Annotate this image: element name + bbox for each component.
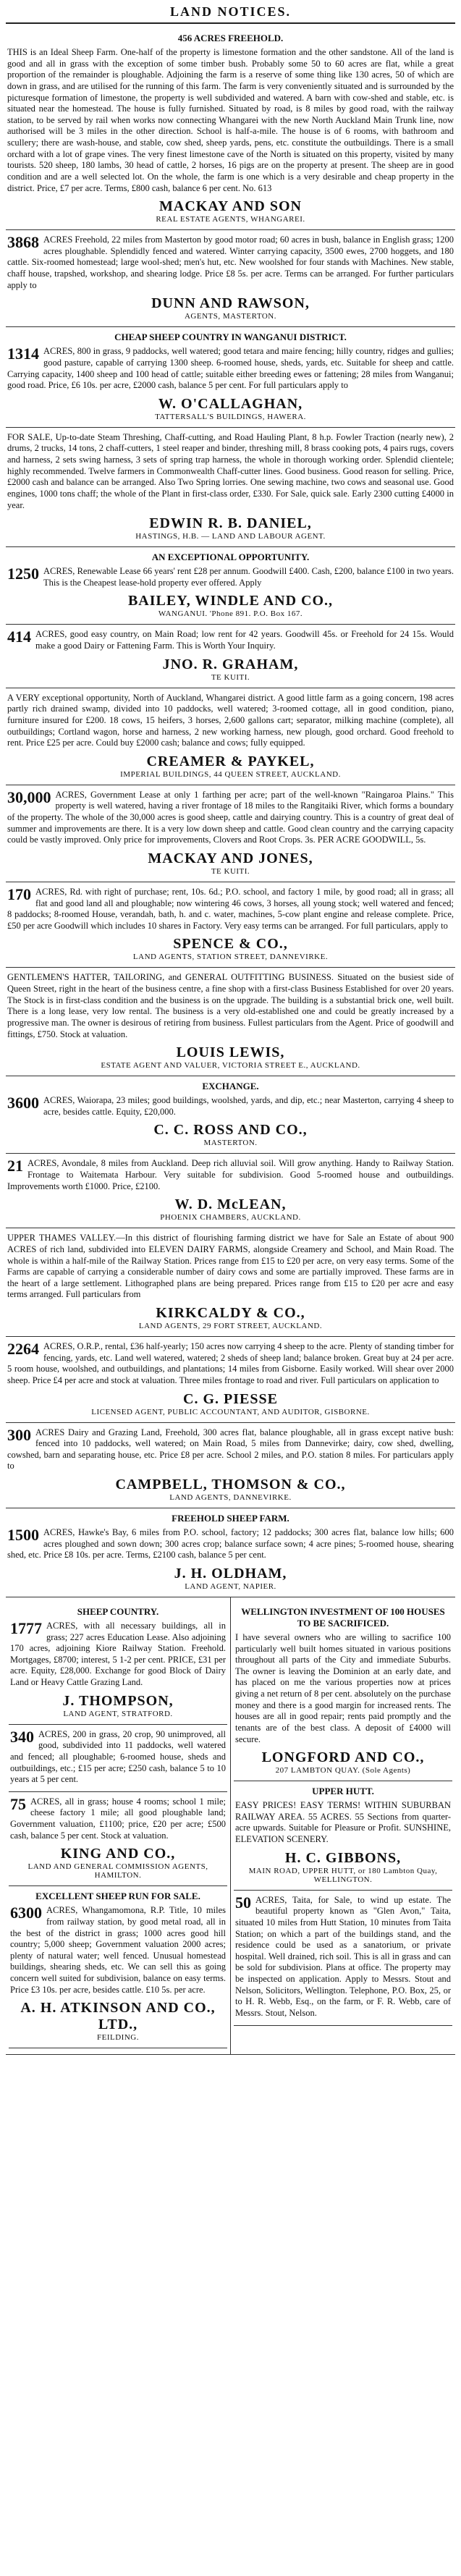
acreage-lead: 300 <box>7 1425 31 1444</box>
ad-body <box>235 1895 451 2019</box>
acreage-lead: 414 <box>7 628 31 646</box>
advertiser-name: MACKAY AND SON <box>159 198 302 215</box>
ad-body-text: ACRES, 800 in grass, 9 paddocks, well watered; good tetara and maire fencing; hilly country, ridges and gullies; good pasture, capable of carrying 1300 sheep. 6-roomed house, sheds, yards, etc. Suitable for sheep and cattle. Carrying capacity, 1400 sheep and 100 head of cattle; suitable either breeding ewes or fattening; 28 miles from Wanganui; good road. Price, £6 10s. per acre, £2000 cash, balance 5 per cent. For full particulars apply to <box>7 346 454 391</box>
ad-signature <box>10 1693 226 1718</box>
ad-body <box>7 1527 454 1561</box>
ad-170-acres <box>6 882 455 968</box>
ad-signature <box>7 656 454 682</box>
acreage-lead: 1250 <box>7 565 39 583</box>
ad-body-text: ACRES, 200 in grass, 20 crop, 90 unimproved, all good, subdivided into 11 paddocks, well watered and fenced; all ploughable; 6-roomed house, sheds and outbuildings, etc.; £15 per acre; £250 cash, balance 5 to 10 years at 5 per cent. <box>10 1728 226 1785</box>
advertiser-name: KING AND CO., <box>60 1846 176 1862</box>
advertiser-name: C. G. PIESSE <box>183 1390 278 1407</box>
ad-body-text: ACRES, Hawke's Bay, 6 miles from P.O. school, factory; 12 paddocks; 300 acres flat, balance low hills; 600 acres ploughed and sown down; 300 acres crop; balance surface sown; 4 acre pines; 5-roomed house, shearing shed, etc. Price £8 10s. per acre. Terms, £2100 cash, balance 5 per cent. <box>7 1527 454 1561</box>
ad-body-text: ACRES, O.R.P., rental, £36 half-yearly; 150 acres now carrying 4 sheep to the acre. Plenty of standing timber for fencing, yards, etc. Land well watered, watered; 2 sheds of sheep land; balance broken. Great buy at 24 per acre. 5 room house, woolshed, and outbuildings, and plantations; 14 miles from Gisborne. Easily worked. Will shear over 2000 sheep. Price £4 per acre and stock at valuation. Three miles frontage to road and river. Full particulars on application to <box>7 1341 454 1385</box>
ad-title: EXCHANGE. <box>202 1081 259 1092</box>
advertiser-name: KIRKCALDY & CO., <box>156 1305 305 1321</box>
ad-signature <box>10 2000 226 2042</box>
ad-body <box>7 566 454 588</box>
ad-body-text: ACRES, Whangamomona, R.P. Title, 10 miles from railway station, by good metal road, all in the best of the district in grass; 1000 acres good hill country; 5,000 sheep; Government valuation 2000 acres; plenty of natural water; well fenced. Unusual homestead buildings, shearing sheds, etc. We can sell this as going concern well suited for subdivision, balance on easy terms. Price £3 10s. per acre, besides cattle. £10 5s. per acre. <box>10 1905 226 1995</box>
ad-exchange-3600-acres <box>6 1076 455 1154</box>
advertiser-address: LAND AGENT, STRATFORD. <box>63 1709 173 1718</box>
advertiser-name: CREAMER & PAYKEL, <box>146 753 315 769</box>
advertiser-address: ESTATE AGENT AND VALUER, VICTORIA STREET E., AUCKLAND. <box>101 1061 360 1070</box>
advertiser-name: MACKAY AND JONES, <box>148 850 313 866</box>
ad-signature <box>7 1196 454 1222</box>
ad-signature <box>7 1305 454 1330</box>
ad-body: A VERY exceptional opportunity, North of Auckland, Whangarei district. A good little farm as a going concern, 198 acres partly rich drained swamp, divided into 10 paddocks, well watered; 3-roomed cottage, all in good condition, piano, furniture insured for £200. 18 cows, 15 heifers, 3 horses, 2,600 gallons cart; separator, milking machine (complete), all outbuildings; Cortland wagon, horse and harness, 2 new working harness, new plough, good orchard. Good freehold to rent. Price £25 per acre. Could buy £2000 cash; balance and cows; fully equipped. <box>7 692 454 748</box>
ad-body-text: ACRES, good easy country, on Main Road; low rent for 42 years. Goodwill 45s. or Freehold for 24 15s. Would make a good Dairy or Fattening Farm. This is Worth Your Inquiry. <box>35 629 454 651</box>
ad-wanganui-sheep-country <box>6 327 455 428</box>
advertiser-address: FEILDING. <box>97 2033 139 2043</box>
ad-title: UPPER HUTT. <box>312 1786 374 1797</box>
acreage-lead: 1777 <box>10 1618 42 1637</box>
ad-body-text: ACRES Dairy and Grazing Land, Freehold, 300 acres flat, balance ploughable, all in grass except native bush: fenced into 10 paddocks, well watered; on Main Road, 5 miles from Dannevirke; dairy, cow shed, dwelling, cowshed, barn and separating house, etc. Price £8 per acre. School 2 miles, and P.O. station 8 miles. For particulars apply to <box>7 1427 454 1471</box>
ad-signature <box>7 396 454 421</box>
ad-title: CHEAP SHEEP COUNTRY IN WANGANUI DISTRICT. <box>114 331 347 343</box>
ad-signature <box>7 198 454 224</box>
advertiser-name: EDWIN R. B. DANIEL, <box>149 515 312 532</box>
advertiser-address: PHOENIX CHAMBERS, AUCKLAND. <box>160 1213 301 1222</box>
ad-body-text: ACRES, Avondale, 8 miles from Auckland. Deep rich alluvial soil. Will grow anything. Handy to Railway Station. Frontage to Waitemata Harbour. Very suitable for subdivision. Good 5-roomed house and outbuildings. Improvements worth £1000. Price, £2100. <box>7 1158 454 1191</box>
ad-body: THIS is an Ideal Sheep Farm. One-half of the property is limestone formation and the other sandstone. All of the land is good and all in grass with the exception of some timber bush. Probably some 50 to 60 acres are flat, while a great proportion of the remainder is ploughable. Adjoining the farm is a reserve of some thing like 130 acres, 50 of which are down in grass, and are utilised for the running of this farm. The farm is very conveniently situated and is surrounded by the picturesque formation of limestone, the property is well subdivided and watered. A barn with cow-shed and stable, etc. is situated near the homestead. The house is fully furnished. Situated by road, is 8 miles by good road, with the railway station, to be served by rail when works now connecting Whangarei with the new North Auckland Main Trunk line, now authorised will be 3 miles in the other direction. School is half-a-mile. The house is of 6 rooms, with bathroom and scullery; there are wash-house, and stable, cow shed, sheep yards, pens, etc. constitute the outbuildings. There is a small orchard with a lot of grape vines. The very finest limestone cave of the North is situated on this property, visited by many tourists. 520 sheep, 180 lambs, 30 head of cattle, 2 horses, 16 pigs are on the property at present. The sheep are in good condition and are a well selected lot. On the whole, the farm is one which is a very desirable and cheap property in the district. Price, £7 per acre. Terms, £800 cash, balance 6 per cent. No. 613 <box>7 47 454 193</box>
advertiser-address: TE KUITI. <box>211 866 250 876</box>
ad-signature <box>235 1850 451 1884</box>
advertiser-address: AGENTS, MASTERTON. <box>184 312 276 321</box>
ad-wellington-investment <box>234 1602 452 1781</box>
ad-signature <box>7 1477 454 1502</box>
advertiser-name: CAMPBELL, THOMSON & CO., <box>115 1477 346 1492</box>
ad-title: EXCELLENT SHEEP RUN FOR SALE. <box>35 1891 200 1902</box>
ad-3868-acres <box>6 230 455 327</box>
ad-30000-acres <box>6 785 455 882</box>
ad-body <box>10 1729 226 1786</box>
ad-body <box>7 1341 454 1387</box>
advertiser-address: IMPERIAL BUILDINGS, 44 QUEEN STREET, AUCKLAND. <box>120 769 341 779</box>
advertiser-name: DUNN AND RAWSON, <box>151 295 310 312</box>
ad-signature <box>7 753 454 779</box>
advertiser-name: W. O'CALLAGHAN, <box>158 395 303 412</box>
ad-21-acres-avondale <box>6 1154 455 1228</box>
ad-body <box>7 1427 454 1473</box>
ad-body <box>7 787 454 846</box>
advertiser-address: LAND AGENTS, 29 FORT STREET, AUCKLAND. <box>138 1322 323 1330</box>
ad-body <box>10 1905 226 1996</box>
advertiser-name: LOUIS LEWIS, <box>176 1044 285 1061</box>
section-header: LAND NOTICES. <box>6 4 455 24</box>
right-column <box>230 1597 455 2054</box>
ad-signature <box>7 1122 454 1147</box>
advertiser-address: WANGANUI. 'Phone 891. P.O. Box 167. <box>158 609 303 619</box>
ad-body <box>7 884 454 932</box>
ad-signature <box>7 850 454 876</box>
ad-signature <box>7 1044 454 1070</box>
ad-signature <box>7 593 454 618</box>
advertiser-name: W. D. McLEAN, <box>174 1196 287 1213</box>
advertiser-name: H. C. GIBBONS, <box>284 1849 402 1866</box>
ad-upper-hutt <box>234 1781 452 1891</box>
ad-body-text: ACRES, Renewable Lease 66 years' rent £28 per annum. Goodwill £400. Cash, £200, balance £100 in two years. This is the Cheapest lease-hold property ever offered. Apply <box>43 566 454 588</box>
acreage-lead: 340 <box>10 1727 34 1746</box>
advertiser-name: J. THOMPSON, <box>62 1692 174 1709</box>
ad-freehold-sheep-farm <box>6 1508 455 1597</box>
ad-signature <box>7 295 454 321</box>
ad-body: UPPER THAMES VALLEY.—In this district of flourishing farming district we have for Sale an Estate of about 900 ACRES of rich land, subdivided into ELEVEN DAIRY FARMS, alongside Creamery and School, and Main Road. The whole is within a half-mile of the Railway Station. Prices range from £15 to £20 per acre, on very easy terms. Some of the Farms are capable of carrying a considerable number of dairy cows and some are partially improved. These farms are in the heart of a large settlement. Lithographed plans are being prepared. Prices range from £15 to £20 per acre and easy terms arranged. Full particulars from <box>7 1233 454 1300</box>
ad-body-text: ACRES, with all necessary buildings, all in grass; 227 acres Education Lease. Also adjoining 170 acres, adjoining Kiore Railway Station. Freehold. Mortgages, £8700; interest, 5 1-2 per cent. PRICE, £31 per acre. Equity, £28,000. Exchange for good Block of Dairy Land or Heavy Cattle Grazing Land. <box>10 1620 226 1687</box>
acreage-lead: 21 <box>7 1157 23 1175</box>
ad-whangarei-dairy-farm <box>6 688 455 785</box>
ad-exceptional-opportunity <box>6 547 455 625</box>
acreage-lead: 2264 <box>7 1340 39 1358</box>
acreage-lead: 1500 <box>7 1526 39 1544</box>
ad-body <box>10 1796 226 1842</box>
ad-body <box>7 1095 454 1118</box>
advertiser-address: REAL ESTATE AGENTS, WHANGAREI. <box>156 215 305 224</box>
ad-2264-acres <box>6 1337 455 1423</box>
ad-body <box>7 346 454 392</box>
advertiser-address: LAND AND GENERAL COMMISSION AGENTS, HAMILTON. <box>28 1862 208 1880</box>
ad-body <box>10 1618 226 1689</box>
ad-50-acres-taita <box>234 1891 452 2026</box>
advertiser-name: A. H. ATKINSON AND CO., LTD., <box>20 2000 216 2033</box>
ad-signature <box>7 936 454 961</box>
advertiser-address: HASTINGS, H.B. — LAND AND LABOUR AGENT. <box>135 532 326 541</box>
acreage-lead: 6300 <box>10 1904 42 1922</box>
advertiser-name: BAILEY, WINDLE AND CO., <box>127 593 334 609</box>
acreage-lead: 30,000 <box>7 787 51 806</box>
ad-body: I have several owners who are willing to sacrifice 100 particularly well built homes situated in various positions throughout all parts of the City and immediate Suburbs. The owner is leaving the Dominion at an early date, and has placed on me the various properties now at prices giving a net return of 8 per cent. absolutely on the purchase money and there is a good margin for increased rents. The houses are all in good repair; rents paid promptly and the tenants are of the best class. A deposit of £4000 will secure. <box>235 1631 451 1744</box>
advertiser-name: SPENCE & CO., <box>173 936 288 953</box>
acreage-lead: 170 <box>7 884 31 903</box>
ad-excellent-sheep-run <box>9 1886 227 2048</box>
advertiser-address: TATTERSALL'S BUILDINGS, HAWERA. <box>155 412 306 421</box>
ad-signature <box>7 1566 454 1591</box>
ad-signature <box>7 515 454 541</box>
ad-414-acres <box>6 625 455 688</box>
ad-300-acres-dairy <box>6 1423 455 1509</box>
ad-signature <box>10 1846 226 1880</box>
advertiser-address: LAND AGENTS, DANNEVIRKE. <box>169 1493 292 1502</box>
ad-340-acres <box>9 1725 227 1792</box>
ad-body-text: ACRES, Taita, for Sale, to wind up estate. The beautiful property known as "Glen Avon," Taita, situated 10 miles from Hutt Station, 10 minutes from Taita Station; on which a part of the buildings stand, and the residence could be used as a sanatorium, or private hospital. Well drained, rich soil. This is all in grass and can be sold for subdivision. Plans at office. The property may be inspected on application. Apply to Messrs. Stout and Nelson, Solicitors, Wellington. Telephone, P.O. Box, 25, or to H. R. Webb, Esq., on the farm, or F. R. Webb, care of Messrs. Stout, Nelson. <box>235 1894 451 2018</box>
ad-body-text: ACRES, all in grass; house 4 rooms; school 1 mile; cheese factory 1 mile; all good ploughable land; Government valuation, £1100; price, £20 per acre; £500 cash, balance 5 per cent. Stock at valuation. <box>10 1796 226 1841</box>
advertiser-address: MASTERTON. <box>203 1139 258 1148</box>
ad-body-text: ACRES, Waiorapa, 23 miles; good buildings, woolshed, yards, and dip, etc.; near Masterton, carrying 4 sheep to acre, besides cattle. Equity, £20,000. <box>43 1095 454 1117</box>
ad-body: FOR SALE, Up-to-date Steam Threshing, Chaff-cutting, and Road Hauling Plant, 8 h.p. Fowler Traction (nearly new), 2 drums, 2 trucks, 14 tons, 2 chaff-cutters, 1 steel reaper and binder, threshing mill, 8 brass cooking pots, 4 pairs rugs, covers and harness, 2 sets swing harness, 3 sets of spring trap harness, the whole in thorough working order. Splendid clientele; highly recommended. Twelve farmers in Commonwealth Chaff-cutter lines. Good business. Good reason for selling. Price, £2000 cash and balance can be arranged. Also Two Spring lorries. One sewing machine, two cows and seasonal use. Good engines, 1000 tons chaff; the whole of the Plant in first-class order, £330. For Sale, quick sale. Early 2300 cutting £4000 in year. <box>7 431 454 510</box>
advertiser-name: JNO. R. GRAHAM, <box>162 656 299 672</box>
advertiser-address: MAIN ROAD, UPPER HUTT, or 180 Lambton Quay, WELLINGTON. <box>248 1866 438 1884</box>
ad-title: AN EXCEPTIONAL OPPORTUNITY. <box>151 552 310 563</box>
ad-signature <box>7 1391 454 1416</box>
advertiser-address: LICENSED AGENT, PUBLIC ACCOUNTANT, AND AUDITOR, GISBORNE. <box>91 1407 370 1416</box>
acreage-lead: 3868 <box>7 233 39 252</box>
advertiser-name: LONGFORD AND CO., <box>261 1749 425 1766</box>
ad-body <box>7 1158 454 1192</box>
ad-signature <box>235 1749 451 1775</box>
acreage-lead: 50 <box>235 1893 251 1912</box>
acreage-lead: 1314 <box>7 345 39 363</box>
left-column <box>6 1597 230 2054</box>
advertiser-name: C. C. ROSS AND CO., <box>153 1122 308 1139</box>
advertiser-address: 207 LAMBTON QUAY. (Sole Agents) <box>275 1766 411 1775</box>
ad-title: WELLINGTON INVESTMENT OF 100 HOUSES TO BE SACRIFICED. <box>241 1605 445 1629</box>
ad-body <box>7 629 454 651</box>
ad-body-text: ACRES, Rd. with right of purchase; rent, 10s. 6d.; P.O. school, and factory 1 mile, by good road; all in grass; all flat and good land all and ploughable; now wintering 46 cows, 3 horses, all young stock; well watered and fenced; 8 paddocks; 8-roomed House, verandah, bath, h. and c. water, machines, 5-cow plant engine and release complete. Price, £50 per acre Goodwill which includes 10 shares in Factory. Very easy terms can be arranged. For full particulars, apply to <box>7 886 454 931</box>
ad-body-text: ACRES Freehold, 22 miles from Masterton by good motor road; 60 acres in bush, balance in English grass; 1200 acres ploughable. Splendidly fenced and watered. Winter carrying capacity, 3500 ewes, 2700 hoggets, and 180 cattle. Six-roomed homestead; large wool-shed; men's hut, etc. New woolshed for four stands with Machines. New stable, chaff house, trapshed, workshop, and shearing lodge. Price £8 5s. per acre. Terms can be arranged. For further particulars apply to <box>7 235 454 290</box>
ad-456-acres-freehold <box>6 28 455 230</box>
two-column-section <box>6 1597 455 2055</box>
ad-75-acres <box>9 1792 227 1887</box>
ad-threshing-plant-for-sale <box>6 428 455 547</box>
ad-body <box>7 235 454 291</box>
ad-body: GENTLEMEN'S HATTER, TAILORING, and GENERAL OUTFITTING BUSINESS. Situated on the busiest side of Queen Street, right in the heart of the business centre, a fine shop with a first-class Business Established for over 20 years. The Stock is in first-class condition and the business is on the upgrade. The building is a substantial brick one, well built. There is a long lease, very low rental. The business is a very old-established one and could be greatly increased by a progressive man. The owner is desirous of retiring from business. Fullest particulars from the Agent. Price of goodwill and fittings, £750. Stock at valuation. <box>7 972 454 1039</box>
advertiser-address: TE KUITI. <box>211 672 250 682</box>
ad-title: 456 ACRES FREEHOLD. <box>177 33 284 43</box>
advertiser-name: J. H. OLDHAM, <box>174 1565 287 1582</box>
ad-title: FREEHOLD SHEEP FARM. <box>172 1513 289 1524</box>
advertiser-address: LAND AGENTS, STATION STREET, DANNEVIRKE. <box>132 953 329 962</box>
advertiser-address: LAND AGENT, NAPIER. <box>185 1582 276 1591</box>
ad-body: EASY PRICES! EASY TERMS! WITHIN SUBURBAN RAILWAY AREA. 55 ACRES. 55 Sections from quarter-acre upwards. Suitable for Pleasure or Profit. SUNSHINE, ELEVATION SCENERY. <box>235 1800 451 1844</box>
ad-hatter-tailoring-business <box>6 968 455 1076</box>
ad-upper-thames-valley <box>6 1228 455 1337</box>
ad-body-text: ACRES, Government Lease at only 1 farthing per acre; part of the well-known "Raingaroa Plains." This property is well watered, having a river frontage of 18 miles to the Rangitaiki River, which forms a boundary of the property. The whole of the 30,000 acres is good sheep, cattle and dairying country. This is a country of great deal of summer and improvements are there. It is a very low down sheep and cattle. Good clean country and the carrying capacity could be vastly improved. Only price for improvements, Clovers and Root Crops. 3s. PER ACRE GOODWILL, 5s. <box>7 789 454 845</box>
acreage-lead: 3600 <box>7 1094 39 1112</box>
ad-sheep-country <box>9 1602 227 1725</box>
ad-title: SHEEP COUNTRY. <box>77 1605 159 1617</box>
acreage-lead: 75 <box>10 1794 26 1813</box>
